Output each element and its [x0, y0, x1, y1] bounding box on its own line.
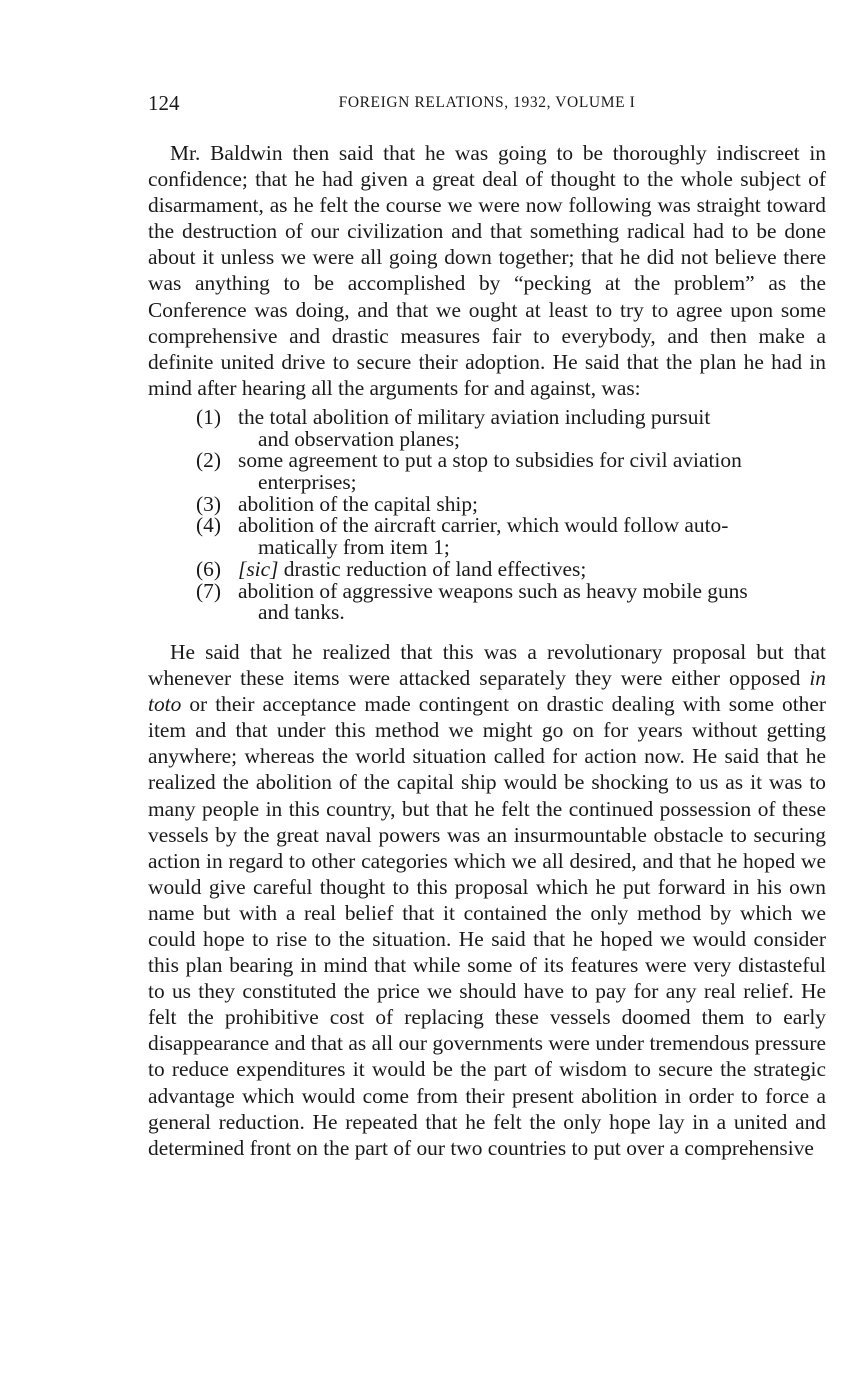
- list-item-number: (4): [196, 513, 221, 538]
- paragraph-baldwin-proposal: Mr. Baldwin then said that he was going to be thoroughly indiscreet in confidence; that he had given a great deal of thought to the whole subject of disarmament, as he felt the course we were now following was straight toward the destruction of our civilization and that something radical had to be done about it unless we were all going down together; that he did not believe there was anything to be accomplished by “pecking at the problem” as the Conference was doing, and that we ought at least to try to agree upon some comprehensive and drastic measures fair to everybody, and then make a definite united drive to secure their adoption. He said that the plan he had in mind after hearing all the arguments for and against, was:: [148, 141, 826, 400]
- list-item-continuation: and observation planes;: [258, 426, 460, 451]
- list-item-text: [238, 578, 826, 625]
- list-item-number: (6): [196, 556, 221, 581]
- list-item-number: (2): [196, 448, 221, 473]
- list-item-continuation: matically from item 1;: [258, 535, 450, 560]
- proposal-list: [148, 404, 826, 625]
- list-item-text: [238, 491, 826, 516]
- paragraph-realization: [148, 639, 826, 1161]
- list-item-text: [238, 556, 826, 581]
- list-item: [196, 450, 826, 493]
- header-title: FOREIGN RELATIONS, 1932, VOLUME I: [338, 94, 636, 111]
- running-head: [148, 88, 826, 118]
- sic-note: [sic]: [238, 556, 279, 581]
- list-item: [196, 491, 826, 516]
- list-item-text: [238, 404, 826, 451]
- list-item-line: some agreement to put a stop to subsidies for civil aviation: [238, 448, 742, 473]
- document-page: [148, 88, 826, 1161]
- list-item: [196, 556, 826, 581]
- list-item-number: (3): [196, 491, 221, 516]
- paragraph-text-continued: or their acceptance made contingent on drastic dealing with some other item and that under this method we might go on for years without getting anywhere; whereas the world situation called for action now. He said that he realized the abolition of the capital ship would be shocking to us as it was to many people in this country, but that he felt the continued possession of these vessels by the great naval powers was an insurmountable obstacle to securing action in regard to other categories which we all desired, and that he hoped we would give careful thought to this proposal which he put forward in his own name but with a real belief that it contained the only method by which we could hope to rise to the situation. He said that he hoped we would consider this plan bearing in mind that while some of its features were very distasteful to us they constituted the price we should have to pay for any real relief. He felt the prohibitive cost of replacing these vessels doomed them to early disappearance and that as all our governments were under tremendous pressure to reduce expenditures it would be the part of wisdom to secure the strategic advantage which would come from their present abolition in order to force a general reduction. He repeated that he felt the only hope lay in a united and determined front on the part of our two countries to put over a comprehensive: [148, 692, 826, 1160]
- list-item-line: abolition of aggressive weapons such as heavy mobile guns: [238, 578, 748, 603]
- list-item-line: abolition of the capital ship;: [238, 491, 478, 516]
- list-item: [196, 578, 826, 625]
- list-item-continuation: enterprises;: [258, 470, 357, 495]
- list-item-continuation: and tanks.: [258, 600, 345, 625]
- page-number: 124: [148, 91, 180, 115]
- list-item-line: drastic reduction of land effectives;: [283, 556, 587, 581]
- italic-phrase: in toto: [148, 666, 826, 717]
- list-item-number: (7): [196, 578, 221, 603]
- list-item: [196, 515, 826, 558]
- list-item-text: [238, 450, 826, 493]
- paragraph-text: He said that he realized that this was a revolutionary proposal but that whenever these items were attacked separately they were either opposed: [148, 639, 826, 691]
- list-item: [196, 404, 826, 451]
- list-item-text: [238, 515, 826, 558]
- list-item-number: (1): [196, 404, 221, 429]
- list-item-line: abolition of the aircraft carrier, which would follow auto-: [238, 513, 729, 538]
- list-item-line: the total abolition of military aviation including pursuit: [238, 404, 711, 429]
